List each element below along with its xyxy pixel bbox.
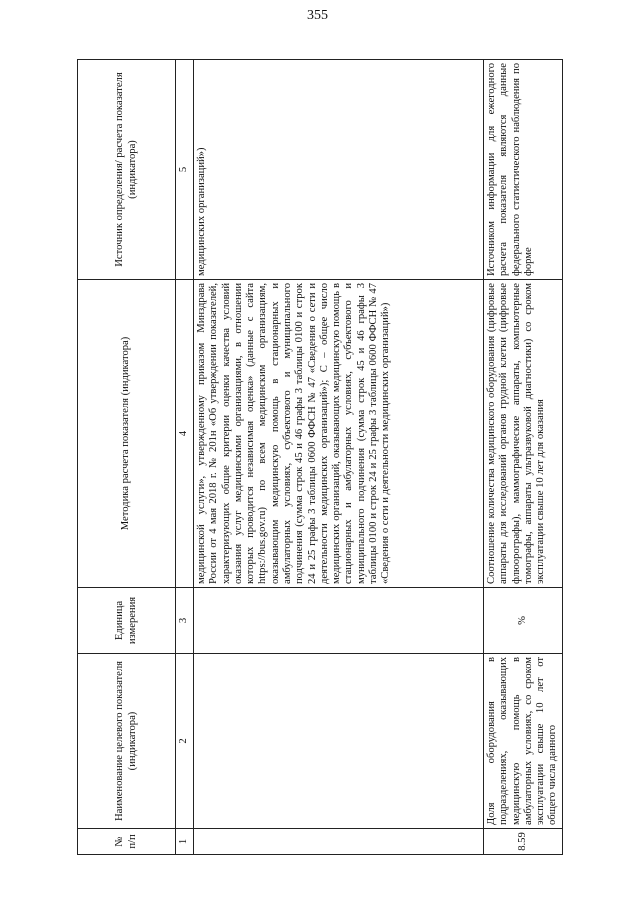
rotated-table-container [77, 60, 559, 855]
header-number: № п/п [78, 829, 176, 855]
row-unit: % [484, 588, 563, 654]
column-number: 3 [176, 588, 194, 654]
column-number: 2 [176, 654, 194, 829]
row-method: Соотношение количества медицинского оборудования (цифровые аппараты для исследований органов грудной клетки (цифровые флюорографы), маммографические аппараты, компьютерные томографы, аппараты ультразвуковой диагностики) со сроком эксплуатации свыше 10 лет для оказания [484, 280, 563, 588]
row-number [194, 829, 484, 855]
header-source: Источник определения/ расчета показателя (индикатора) [78, 60, 176, 280]
row-indicator-name: Доля оборудования в подразделениях, оказывающих медицинскую помощь в амбулаторных условиях, со сроком эксплуатации свыше 10 лет от общего числа данного [484, 654, 563, 829]
header-indicator-name: Наименование целевого показателя (индикатора) [78, 654, 176, 829]
row-source: Источником информации для ежегодного расчета показателя являются данные федерального статистического наблюдения по форме [484, 60, 563, 280]
row-unit [194, 588, 484, 654]
column-number: 4 [176, 280, 194, 588]
header-method: Методика расчета показателя (индикатора) [78, 280, 176, 588]
row-source: медицинских организаций») [194, 60, 484, 280]
row-method: медицинской услуги», утвержденному приказом Минздрава России от 4 мая 2018 г. № 201н «Об утверждении показателей, характеризующих общие критерии оценки качества условий оказания услуг медицинскими организациями, в отношении которых проводится независимая оценка» (данные с сайта https://bus.gov.ru) по всем медицинским организациям, оказывающим медицинскую помощь в стационарных и амбулаторных условиях, субъектового и муниципального подчинения (сумма строк 45 и 46 графы 3 таблицы 0100 и строк 24 и 25 графы 3 таблицы 0600 ФФСН № 47 «Сведения о сети и деятельности медицинских организаций»); С – общее число медицинских организаций, оказывающих медицинскую помощь в стационарных и амбулаторных условиях, субъектового и муниципального подчинения (сумма строк 45 и 46 графы 3 таблицы 0100 и строк 24 и 25 графы 3 таблицы 0600 ФФСН № 47 «Сведения о сети и деятельности медицинских организаций») [194, 280, 484, 588]
table-row [484, 60, 563, 855]
page-number: 355 [307, 8, 328, 23]
column-number-row [176, 60, 194, 855]
column-number: 1 [176, 829, 194, 855]
table-row [194, 60, 484, 855]
table-header-row [78, 60, 176, 855]
column-number: 5 [176, 60, 194, 280]
row-number: 8.59 [484, 829, 563, 855]
header-unit: Единица измерения [78, 588, 176, 654]
indicator-table [77, 59, 563, 855]
row-indicator-name [194, 654, 484, 829]
